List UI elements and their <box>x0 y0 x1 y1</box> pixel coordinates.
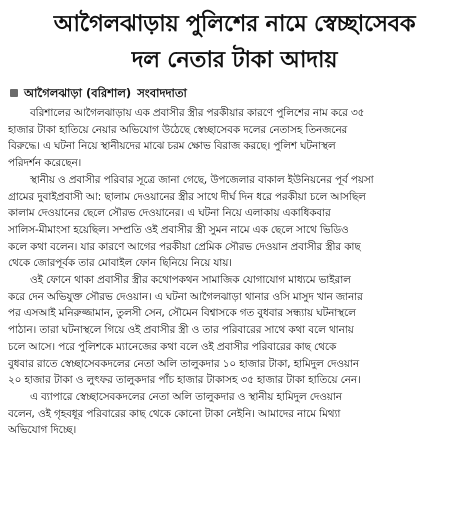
article-line: স্থানীয় ও প্রবাসীর পরিবার সূত্রে জানা গেছে, উপজেলার বাকাল ইউনিয়নের পূর্ব পয়সা <box>30 173 374 186</box>
article-line: কালাম দেওয়ানের ছেলে সৌরভ দেওয়ানের। এ ঘটনা নিয়ে এলাকায় একাধিকবার <box>8 207 331 220</box>
article-line: ওই ফোনে থাকা প্রবাসীর স্ত্রীর কথোপকথন সামাজিক যোগাযোগ মাধ্যমে ভাইরাল <box>30 274 351 287</box>
article-line: এ ব্যাপারে স্বেচ্ছাসেবকদলের নেতা অলি তালুকদার ও স্থানীয় হামিদুল দেওয়ান <box>30 390 342 403</box>
article-line: বিরুদ্ধে। এ ঘটনা নিয়ে স্থানীয়দের মাঝে চরম ক্ষোভ বিরাজ করছে। পুলিশ ঘটনাস্থল <box>8 140 336 153</box>
article-line: পর এসআই মনিরুজ্জামান, তুলসী সেন, সৌমেন বিশ্বাসকে গত বুধবার সন্ধ্যায় ঘটনাস্থলে <box>8 307 356 320</box>
article-body <box>8 105 461 439</box>
article-line: অভিযোগ দিচ্ছে। <box>8 424 77 437</box>
article-line: বলেন, ওই গৃহবধূর পরিবারের কাছ থেকে কোনো টাকা নেইনি। আমাদের নামে মিথ্যা <box>8 407 341 420</box>
headline-line-2: দল নেতার টাকা আদায় <box>131 47 338 73</box>
article-line: থেকে জোরপূর্বক তার মোবাইল ফোন ছিনিয়ে নিয়ে যায়। <box>8 257 232 270</box>
article-line: কলে কথা বলেন। যার কারণে আগের পরকীয়া প্রেমিক সৌরভ দেওয়ান প্রবাসীর স্ত্রীর কাছ <box>8 240 361 253</box>
headline <box>8 6 461 78</box>
article-line: চলে আসে। পরে পুলিশকে ম্যানেজের কথা বলে ওই প্রবাসীর পরিবারের কাছ থেকে <box>8 340 337 353</box>
article-line: পরিদর্শন করেছেন। <box>8 157 82 170</box>
article-line: করে দেন অভিযুক্ত সৌরভ দেওয়ান। এ ঘটনা আগৈলঝাড়া থানার ওসি মাসুদ খান জানার <box>8 290 363 303</box>
article-line: বরিশালের আগৈলঝাড়ায় এক প্রবাসীর স্ত্রীর পরকীয়ার কারণে পুলিশের নাম করে ৩৫ <box>30 107 365 119</box>
article-line: হাজার টাকা হাতিয়ে নেয়ার অভিযোগ উঠেছে স্বেচ্ছাসেবক দলের নেতাসহ তিনজনের <box>8 123 348 136</box>
article-line: গ্রামের দুবাইপ্রবাসী আ: ছালাম দেওয়ানের স্ত্রীর সাথে দীর্ঘ দিন ধরে পরকীয়া চলে আসছিল <box>8 190 366 203</box>
article-line: সালিস-মীমাংসা হয়েছিল। সম্প্রতি ওই প্রবাসীর স্ত্রী সুমন নামে এক ছেলে সাথে ভিডিও <box>8 223 349 236</box>
article-paragraph <box>8 389 461 439</box>
headline-line-1: আগৈলঝাড়ায় পুলিশের নামে স্বেচ্ছাসেবক <box>53 11 416 37</box>
bullet-square-icon <box>10 89 18 97</box>
byline-location: আগৈলঝাড়া (বরিশাল) <box>24 86 132 100</box>
byline <box>10 84 461 102</box>
byline-reporter: সংবাদদাতা <box>137 86 187 100</box>
article-paragraph <box>8 272 461 389</box>
article-line: পাঠান। তারা ঘটনাস্থলে গিয়ে ওই প্রবাসীর স্ত্রী ও তার পরিবারের সাথে কথা বলে থানায় <box>8 324 354 337</box>
article-paragraph <box>8 105 461 172</box>
article-line: বুধবার রাতে স্বেচ্ছাসেবকদলের নেতা অলি তালুকদার ১০ হাজার টাকা, হামিদুল দেওয়ান <box>8 357 360 370</box>
article-paragraph <box>8 172 461 272</box>
article-line: ২০ হাজার টাকা ও লুৎফর তালুকদার পাঁচ হাজার টাকাসহ ৩৫ হাজার টাকা হাতিয়ে নেন। <box>8 374 361 387</box>
